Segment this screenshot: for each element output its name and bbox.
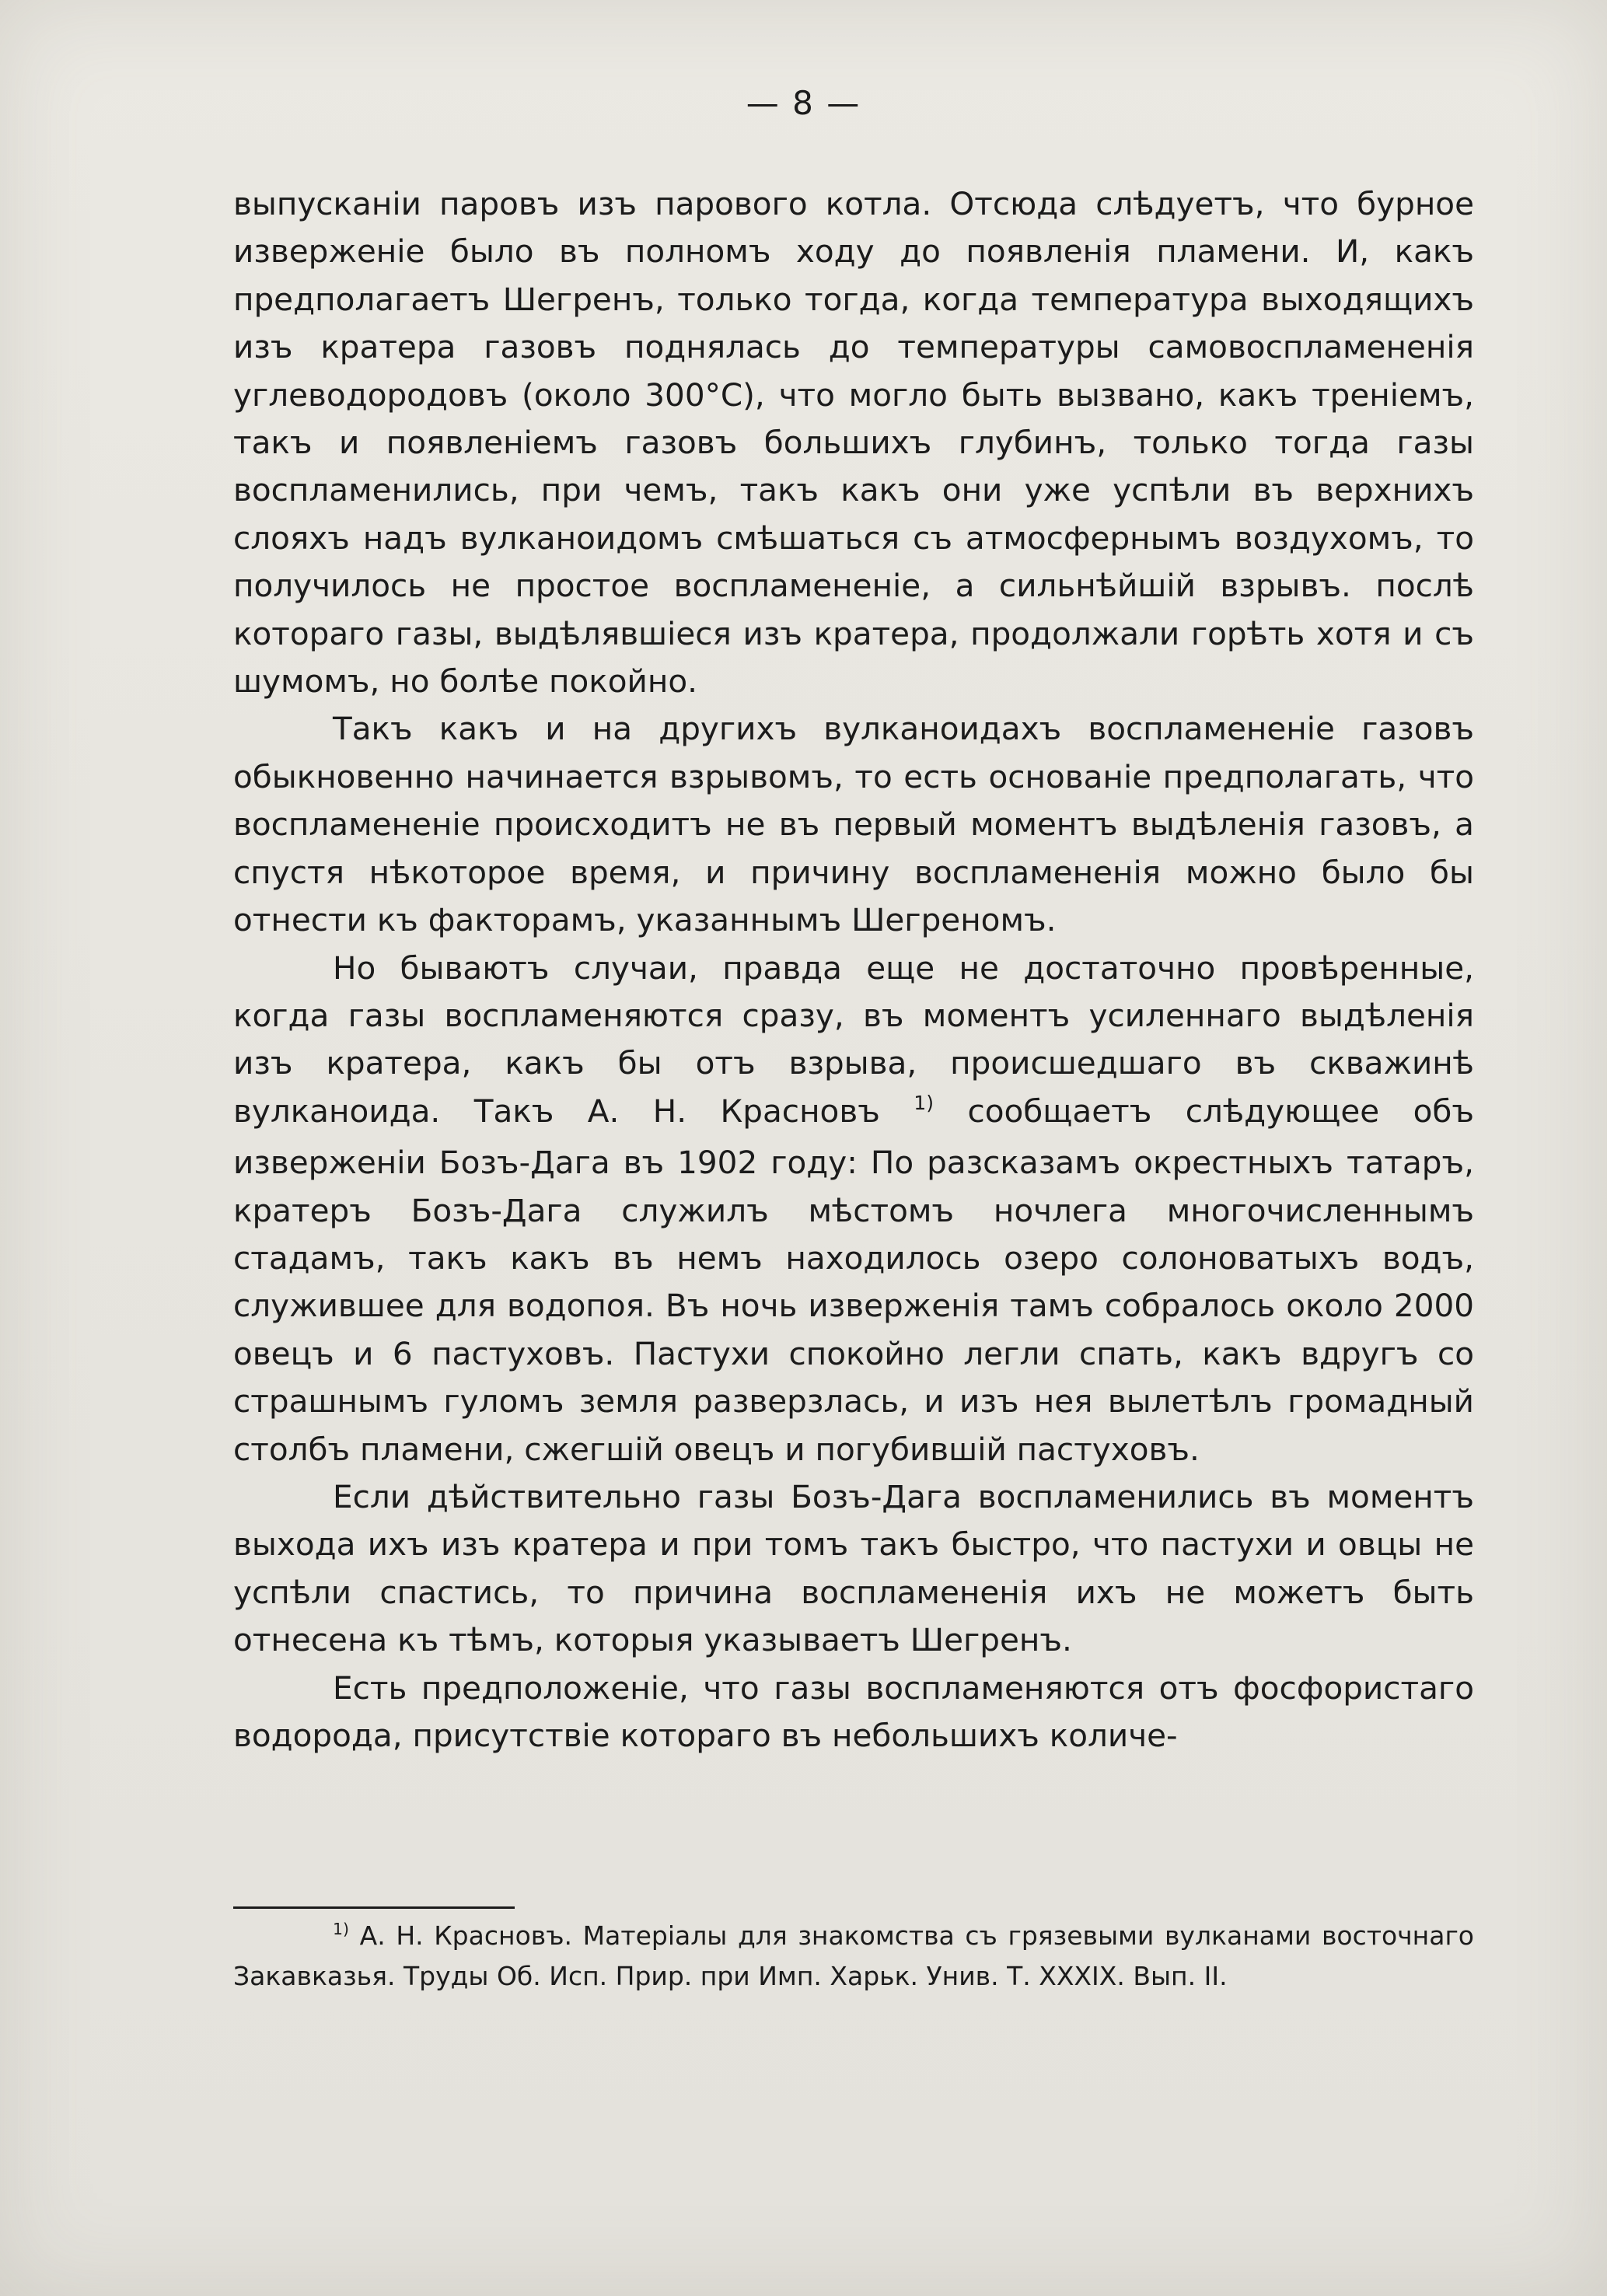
footnote-text: А. Н. Красновъ. Матерiалы для знакомства съ грязевыми вулканами восточнаго Закавказья. Труды Об. Исп. Прир. при Имп. Харьк. Унив. Т. XXXIX. Вып. II.: [233, 1920, 1474, 1991]
body-text: [233, 180, 1474, 1760]
paragraph-3-text-after-note: сообщаетъ слѣдующее объ изверженiи Бозъ-Дага въ 1902 году: По разсказамъ окрестныхъ татаръ, кратеръ Бозъ-Дага служилъ мѣстомъ ночлега многочисленнымъ стадамъ, такъ какъ въ немъ находилось озеро солоноватыхъ водъ, служившее для водопоя. Въ ночь изверженiя тамъ собралось около 2000 овецъ и 6 пастуховъ. Пастухи спокойно легли спать, какъ вдругъ со страшнымъ гуломъ земля разверзлась, и изъ нея вылетѣлъ громадный столбъ пламени, сжегшiй овецъ и погубившiй пастуховъ.: [233, 1092, 1474, 1468]
paragraph-1: выпусканiи паровъ изъ парового котла. Отсюда слѣдуетъ, что бурное изверженiе было въ полномъ ходу до появленiя пламени. И, какъ предполагаетъ Шегренъ, только тогда, когда температура выходящихъ изъ кратера газовъ поднялась до температуры самовоспламененiя углеводородовъ (около 300°C), что могло быть вызвано, какъ тренiемъ, такъ и появленiемъ газовъ большихъ глубинъ, только тогда газы воспламенились, при чемъ, такъ какъ они уже успѣли въ верхнихъ слояхъ надъ вулканоидомъ смѣшаться съ атмосфернымъ воздухомъ, то получилось не простое воспламененiе, а сильнѣйшiй взрывъ. послѣ котораго газы, выдѣлявшiеся изъ кратера, продолжали горѣть хотя и съ шумомъ, но болѣе покойно.: [233, 185, 1474, 701]
paragraph-5: Есть предположенiе, что газы воспламеняются отъ фосфористаго водорода, присутствiе котораго въ небольшихъ количе-: [233, 1669, 1474, 1754]
paragraph-3: [233, 945, 1474, 1473]
page-number: — 8 —: [746, 84, 861, 122]
footnotes: [233, 1917, 1474, 1995]
paragraph-4: Если дѣйствительно газы Бозъ-Дага воспламенились въ моментъ выхода ихъ изъ кратера и при томъ такъ быстро, что пастухи и овцы не успѣли спастись, то причина воспламененiя ихъ не можетъ быть отнесена къ тѣмъ, которыя указываетъ Шегренъ.: [233, 1477, 1474, 1659]
paragraph-2: Такъ какъ и на другихъ вулканоидахъ воспламененiе газовъ обыкновенно начинается взрывомъ, то есть основанiе предполагать, что воспламененiе происходитъ не въ первый моментъ выдѣленiя газовъ, а спустя нѣкоторое время, и причину воспламененiя можно было бы отнести къ факторамъ, указаннымъ Шегреномъ.: [233, 710, 1474, 939]
footnote-reference-mark[interactable]: 1): [914, 1092, 935, 1115]
footnote-mark: 1): [333, 1920, 349, 1939]
footnote-divider: [233, 1906, 515, 1909]
paragraph-3-text-before-note: Но бываютъ случаи, правда еще не достаточно провѣренные, когда газы воспламеняются сразу, въ моментъ усиленнаго выдѣленiя изъ кратера, какъ бы отъ взрыва, происшедшаго въ скважинѣ вулканоида. Такъ А. Н. Красновъ: [233, 949, 1474, 1130]
footnote-1: [233, 1917, 1474, 1995]
